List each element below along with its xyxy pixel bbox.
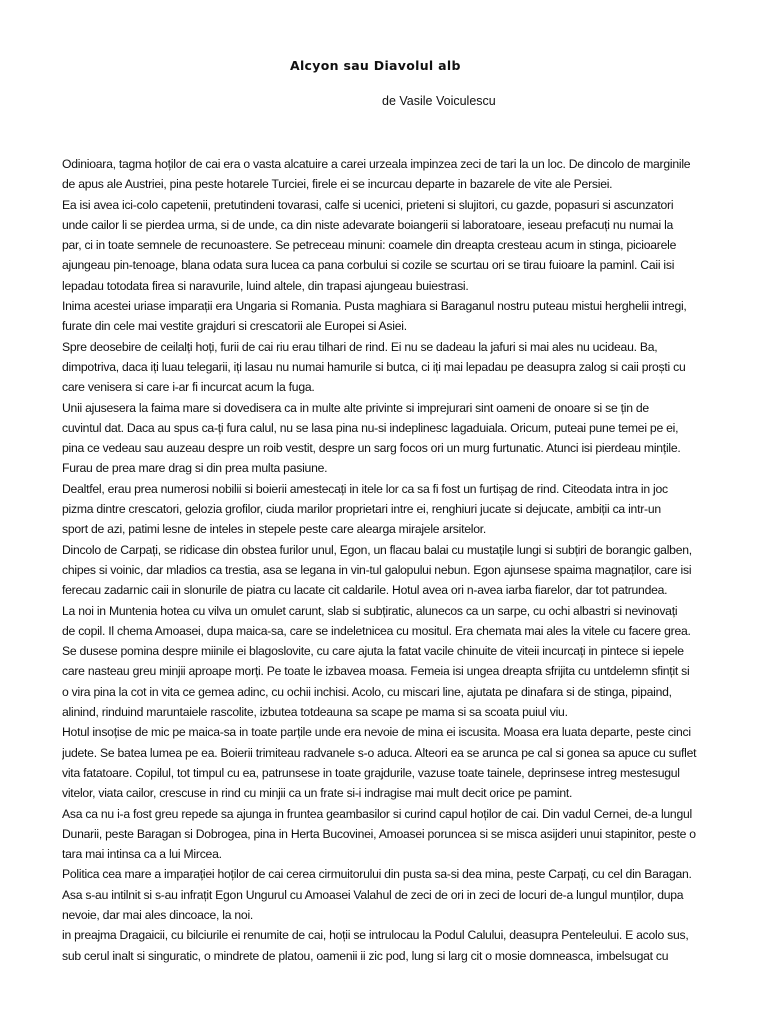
text-line: Spre deosebire de ceilalți hoți, furii de cai riu erau tilhari de rind. Ei nu se dadeau la jafuri si mai ales nu ucideau. Ba, bbox=[62, 339, 658, 354]
text-line: Asa ca nu i-a fost greu repede sa ajunga in fruntea geambasilor si curind capul hoților de cai. Din vadul Cernei, de-a lungul bbox=[62, 806, 692, 821]
text-line: o vira pina la cot in vita ce gemea adinc, cu ochii inchisi. Acolo, cu miscari line, ajutata pe dinafara si de stinga, pipaind, bbox=[62, 684, 672, 699]
text-line: pizma dintre crescatori, gelozia grofilor, ciuda marilor proprietari intre ei, renghiuri jucate si dejucate, ambiții ca intr-un bbox=[62, 502, 661, 517]
text-line: par, ci in toate semnele de recunoastere. Se petreceau minuni: coamele din dreapta cresteau acum in stinga, picioarele bbox=[62, 238, 677, 253]
text-line: Asa s-au intilnit si s-au infrațit Egon Ungurul cu Amoasei Valahul de zeci de ori in zeci de locuri de-a lungul munților, dupa bbox=[62, 887, 684, 902]
text-line: Hotul insoțise de mic pe maica-sa in toate parțile unde era nevoie de mina ei iscusita. Moasa era luata departe, peste cinci bbox=[62, 725, 691, 740]
text-line: Se dusese pomina despre miinile ei blagoslovite, cu care ajuta la fatat vacile chinuite de viteii incurcați in pintece si iepele bbox=[62, 644, 684, 659]
document-body bbox=[62, 154, 768, 966]
text-line: Dunarii, peste Baragan si Dobrogea, pina in Herta Bucovinei, Amoasei poruncea si se misca asijderi unui stapinitor, peste o bbox=[62, 826, 696, 841]
text-line: Unii ajusesera la faima mare si dovedisera ca in multe alte privinte si imprejurari sint oameni de onoare si se țin de bbox=[62, 400, 649, 415]
text-line: lepadau totodata firea si naravurile, luind altele, din trapasi ajungeau buiestrasi. bbox=[62, 278, 469, 293]
text-line: chipes si voinic, dar mladios ca trestia, asa se legana in vin-tul galopului nebun. Egon ajunsese spaima magnaților, care isi bbox=[62, 562, 692, 577]
text-line: care nasteau greu minjii aproape morți. Pe toate le izbavea moasa. Femeia isi ungea dreapta sfrijita cu untdelemn sfințit si bbox=[62, 664, 690, 679]
text-line: Ea isi avea ici-colo capetenii, pretutindeni tovarasi, calfe si ucenici, prieteni si slujitori, cu gazde, popasuri si ascunzatori bbox=[62, 197, 674, 212]
text-line: de copil. Il chema Amoasei, dupa maica-sa, care se indeletnicea cu mositul. Era chemata mai ales la vitele cu facere grea. bbox=[62, 623, 691, 638]
text-line: La noi in Muntenia hotea cu vilva un omulet carunt, slab si subțiratic, alunecos ca un sarpe, cu ochi albastri si nevinovați bbox=[62, 603, 678, 618]
text-line: cuvintul dat. Daca au spus ca-ți fura calul, nu se lasa pina nu-si indeplinesc lagaduiala. Oricum, puteai pune temei pe ei, bbox=[62, 420, 679, 435]
text-line: care venisera si care i-ar fi incurcat acum la fuga. bbox=[62, 380, 315, 395]
text-line: sport de azi, patimi lesne de inteles in stepele peste care alearga mirajele arsitelor. bbox=[62, 522, 487, 537]
text-line: Inima acestei uriase imparații era Ungaria si Romania. Pusta maghiara si Baraganul nostru puteau mistui herghelii intregi, bbox=[62, 299, 687, 314]
text-line: Dealtfel, erau prea numerosi nobilii si boierii amestecați in itele lor ca sa fi fost un furtișag de rind. Citeodata intra in joc bbox=[62, 481, 668, 496]
text-line: Politica cea mare a imparației hoților de cai cerea cirmuitorului din pusta sa-si dea mina, peste Carpați, cu cel din Baragan. bbox=[62, 867, 692, 882]
text-line: vita fatatoare. Copilul, tot timpul cu ea, patrunsese in toate grajdurile, vazuse toate tainele, deprinsese intreg mestesugul bbox=[62, 765, 680, 780]
text-line: Dincolo de Carpați, se ridicase din obstea furilor unul, Egon, un flacau balai cu mustațile lungi si subțiri de borangic galben, bbox=[62, 542, 692, 557]
text-line: unde cailor li se pierdea urma, si de unde, ca din niste adevarate boiangerii si laboratoare, ieseau prefacuți nu numai la bbox=[62, 217, 674, 232]
text-line: sub cerul inalt si singuratic, o mindrete de platou, oamenii ii zic pod, lung si larg cit o mosie domneasca, imbelsugat cu bbox=[62, 948, 669, 963]
text-line: furate din cele mai vestite grajduri si crescatorii ale Europei si Asiei. bbox=[62, 319, 407, 334]
text-line: de apus ale Austriei, pina peste hotarele Turciei, firele ei se incurcau departe in bazarele de vite ale Persiei. bbox=[62, 177, 613, 192]
text-line: ajungeau pin-tenoage, blana odata sura lucea ca pana corbului si cozile se scurtau ori se tirau fuioare la paminl. Caii isi bbox=[62, 258, 675, 273]
text-line: in preajma Dragaicii, cu bilciurile ei renumite de cai, hoții se intrulocau la Podul Calului, deasupra Penteleului. E acolo sus, bbox=[62, 928, 689, 943]
text-line: Odinioara, tagma hoților de cai era o vasta alcatuire a carei urzeala impinzea zeci de tari la un loc. De dincolo de marginile bbox=[62, 157, 691, 171]
text-line: nevoie, dar mai ales dincoace, la noi. bbox=[62, 907, 254, 922]
document-title: Alcyon sau Diavolul alb bbox=[290, 58, 461, 73]
text-line: dimpotriva, daca iți luau telegarii, iți lasau nu numai hamurile si butca, ci iți mai lepadau pe deasupra zalog si caii proști cu bbox=[62, 359, 686, 374]
text-line: vitelor, viata cailor, crescuse in rind cu minjii ca un frate si-i indragise mai mult decit orice pe pamint. bbox=[62, 786, 573, 801]
text-line: alinind, rinduind maruntaiele rascolite, izbutea totdeauna sa scape pe mama si sa scoata puiul viu. bbox=[62, 705, 568, 720]
text-line: ferecau zadarnic caii in slonurile de piatra cu lacate cit caldarile. Hotul avea ori n-avea iarba fiarelor, dar tot patrundea. bbox=[62, 583, 668, 598]
text-line: Furau de prea mare drag si din prea multa pasiune. bbox=[62, 461, 328, 476]
document-author: de Vasile Voiculescu bbox=[382, 94, 496, 108]
text-line: judete. Se batea lumea pe ea. Boierii trimiteau radvanele s-o aduca. Alteori ea se arunca pe cal si gonea sa apuce cu suflet bbox=[62, 745, 697, 760]
text-line: pina ce vedeau sau auzeau despre un roib vestit, despre un sarg focos ori un murg furtunatic. Atunci isi pierdeau mințile. bbox=[62, 441, 681, 456]
text-line: tara mai intinsa ca a lui Mircea. bbox=[62, 847, 222, 862]
